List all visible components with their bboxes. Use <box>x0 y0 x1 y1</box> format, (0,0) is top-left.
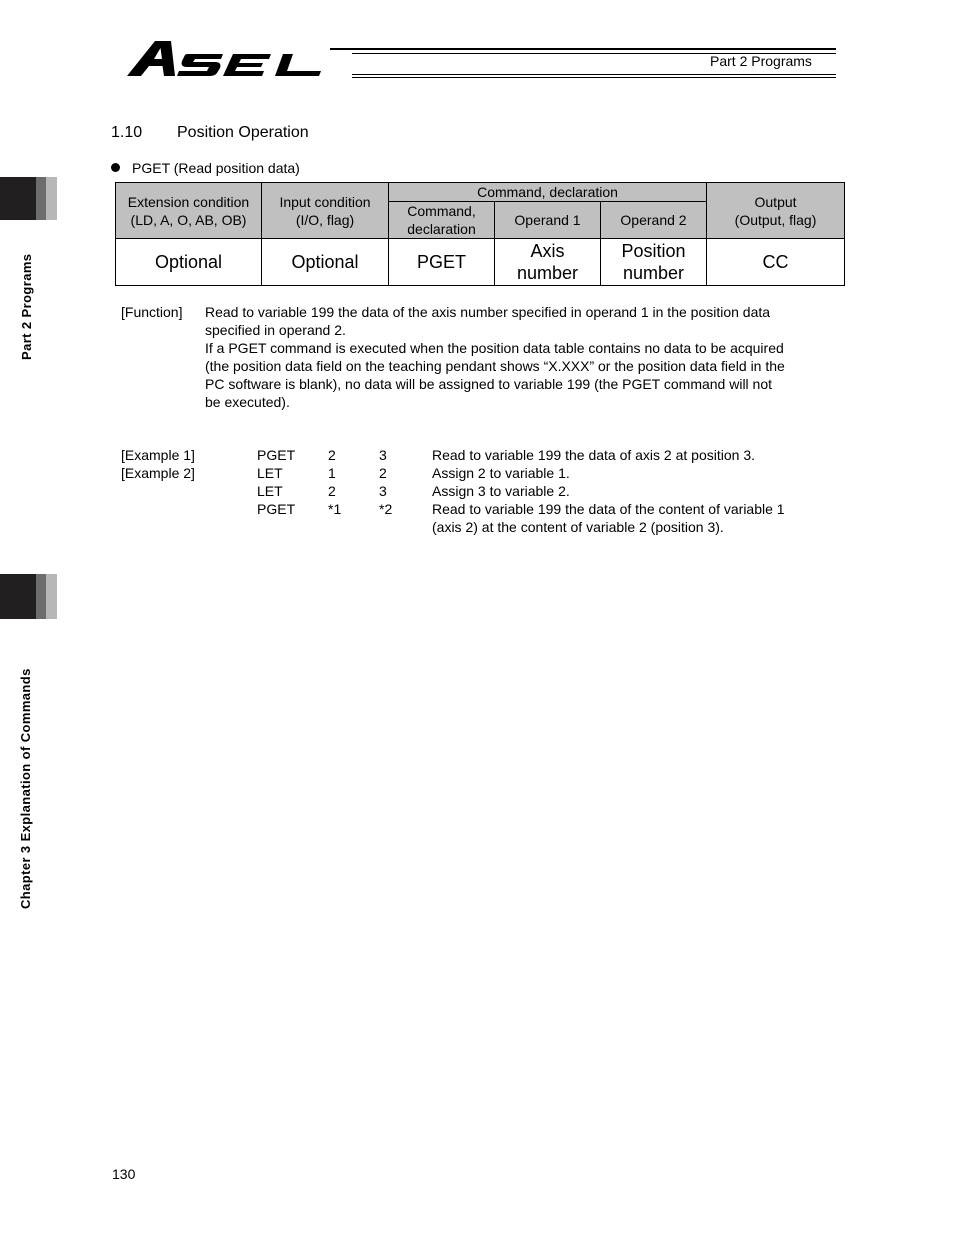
page-number: 130 <box>112 1166 136 1182</box>
example-command: LET <box>257 483 283 499</box>
function-text <box>205 303 855 411</box>
example-command: PGET <box>257 447 296 463</box>
chapter-tab-marker <box>0 574 57 619</box>
function-line: specified in operand 2. <box>205 322 346 338</box>
part-tab-marker <box>0 177 57 220</box>
example-operand2: 3 <box>379 483 387 499</box>
function-label: [Function] <box>121 304 183 320</box>
header-rule-bottom-2 <box>352 77 836 78</box>
command-table <box>115 182 845 286</box>
example-row <box>0 518 954 536</box>
chapter-side-label: Chapter 3 Explanation of Commands <box>18 668 33 909</box>
example-label: [Example 1] <box>121 447 195 463</box>
example-operand1: *1 <box>328 501 342 517</box>
example-row <box>0 482 954 500</box>
example-row <box>0 500 954 518</box>
example-description: Assign 3 to variable 2. <box>432 483 570 499</box>
command-bullet <box>111 160 300 176</box>
bullet-icon <box>111 163 120 172</box>
cell-operand2: Position number <box>601 239 707 286</box>
example-command: LET <box>257 465 283 481</box>
part-side-label: Part 2 Programs <box>19 253 34 360</box>
cell-extension: Optional <box>116 239 262 286</box>
example-label: [Example 2] <box>121 465 195 481</box>
function-line: Read to variable 199 the data of the axis number specified in operand 1 in the position data <box>205 304 771 320</box>
example-row <box>0 446 954 464</box>
cell-operand1: Axis number <box>495 239 601 286</box>
example-operand2: *2 <box>379 501 393 517</box>
example-operand1: 1 <box>328 465 336 481</box>
example-description: Read to variable 199 the data of the content of variable 1 <box>432 501 785 517</box>
example-description: Assign 2 to variable 1. <box>432 465 570 481</box>
example-description: Read to variable 199 the data of axis 2 at position 3. <box>432 447 755 463</box>
header-operand1: Operand 1 <box>495 202 601 239</box>
header-operand2: Operand 2 <box>601 202 707 239</box>
example-operand2: 3 <box>379 447 387 463</box>
command-bullet-text: PGET (Read position data) <box>132 160 300 176</box>
example-description: (axis 2) at the content of variable 2 (position 3). <box>432 519 724 535</box>
function-line: PC software is blank), no data will be assigned to variable 199 (the PGET command will not <box>205 376 773 392</box>
header-rule-bottom-1 <box>352 74 836 75</box>
cell-command: PGET <box>389 239 495 286</box>
example-row <box>0 464 954 482</box>
example-operand2: 2 <box>379 465 387 481</box>
header-output: Output (Output, flag) <box>707 183 845 239</box>
header-input-condition: Input condition (I/O, flag) <box>262 183 389 239</box>
header-extension-condition: Extension condition (LD, A, O, AB, OB) <box>116 183 262 239</box>
header-section-label: Part 2 Programs <box>710 53 812 69</box>
section-heading <box>111 124 309 142</box>
header-rule-top <box>330 48 836 50</box>
example-operand1: 2 <box>328 447 336 463</box>
function-line: (the position data field on the teaching pendant shows “X.XXX” or the position data field in the <box>205 358 785 374</box>
example-command: PGET <box>257 501 296 517</box>
header-command: Command, declaration <box>389 202 495 239</box>
example-operand1: 2 <box>328 483 336 499</box>
function-line: be executed). <box>205 394 290 410</box>
cell-input: Optional <box>262 239 389 286</box>
cell-output: CC <box>707 239 845 286</box>
header-command-group: Command, declaration <box>389 183 707 202</box>
section-number: 1.10 <box>111 124 143 141</box>
section-title: Position Operation <box>177 124 309 141</box>
asel-logo <box>125 36 350 80</box>
function-line: If a PGET command is executed when the position data table contains no data to be acquired <box>205 340 784 356</box>
